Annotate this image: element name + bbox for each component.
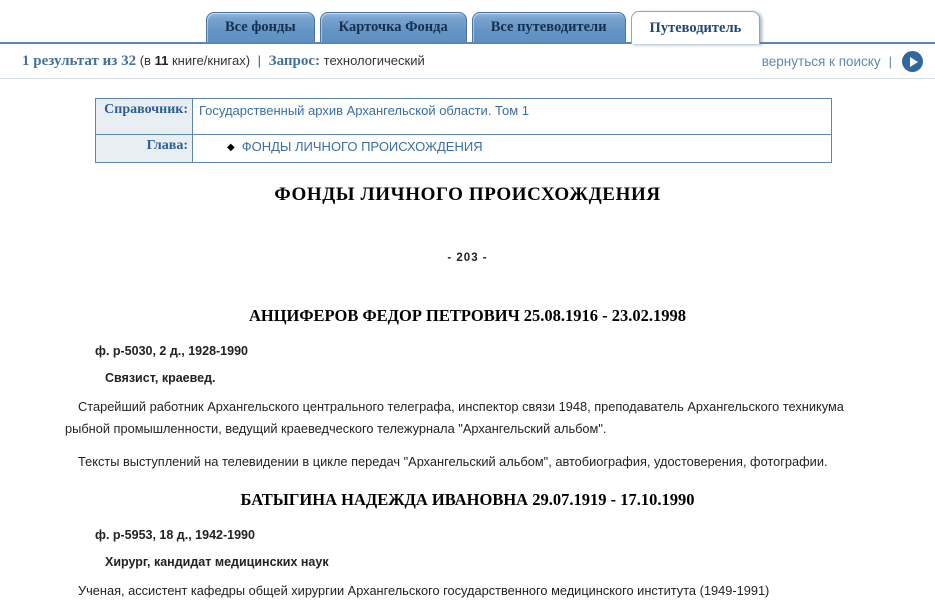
play-circle-icon <box>910 57 918 67</box>
results-actions <box>762 51 923 72</box>
tab-label: Все фонды <box>225 19 296 35</box>
document-title: ФОНДЫ ЛИЧНОГО ПРОИСХОЖДЕНИЯ <box>274 184 661 205</box>
fond-reference: ф. р-5953, 18 д., 1942-1990 <box>95 528 255 542</box>
tab-label: Карточка Фонда <box>338 19 448 35</box>
page-number: - 203 - <box>447 252 488 264</box>
back-to-search-link[interactable]: вернуться к поиску <box>761 54 881 69</box>
entry-occupation: Хирург, кандидат медицинских наук <box>105 555 329 569</box>
table-row <box>96 99 832 135</box>
tab-label: Все путеводители <box>490 19 607 35</box>
books-suffix: книге/книгах) <box>171 53 251 68</box>
results-bar <box>0 44 935 79</box>
entry-occupation: Связист, краевед. <box>105 371 216 385</box>
query-value: технологический <box>323 53 425 68</box>
fond-reference: ф. р-5030, 2 д., 1928-1990 <box>95 344 248 358</box>
chapter-link[interactable]: ФОНДЫ ЛИЧНОГО ПРОИСХОЖДЕНИЯ <box>241 139 483 154</box>
reference-link[interactable]: Государственный архив Архангельской области. Том 1 <box>199 103 529 118</box>
tab-bar <box>0 0 935 44</box>
entry-paragraph: Старейший работник Архангельского центрального телеграфа, инспектор связи 1948, преподаватель Архангельского техникума рыбной промышленности, ведущий краеведческого тележурнала "Архангельский альбом". <box>65 399 844 436</box>
tab-fond-card[interactable] <box>320 12 467 42</box>
document-content <box>0 184 935 602</box>
reference-value-cell <box>193 99 832 135</box>
entry-heading: БАТЫГИНА НАДЕЖДА ИВАНОВНА 29.07.1919 - 17.10.1990 <box>240 490 695 509</box>
tab-label: Путеводитель <box>649 19 742 36</box>
tab-all-fonds[interactable] <box>206 12 315 42</box>
separator: | <box>888 54 892 69</box>
chapter-label: Глава: <box>96 135 193 163</box>
tab-all-guides[interactable] <box>472 12 626 42</box>
table-row <box>96 135 832 163</box>
reference-label: Справочник: <box>96 99 193 135</box>
reference-table <box>95 98 832 163</box>
query-label: Запрос: <box>268 53 321 69</box>
books-count: 11 <box>154 53 169 68</box>
tab-guide-active[interactable] <box>631 11 761 44</box>
results-count: 1 результат из 32 <box>22 53 137 69</box>
entry-heading: АНЦИФЕРОВ ФЕДОР ПЕТРОВИЧ 25.08.1916 - 23.02.1998 <box>248 306 687 325</box>
books-prefix: (в <box>139 53 151 68</box>
results-summary <box>22 53 425 70</box>
entry-paragraph: Ученая, ассистент кафедры общей хирургии Архангельского государственного медицинского института (1949-1991) <box>78 583 770 598</box>
separator: | <box>257 53 262 68</box>
chapter-value-cell <box>193 135 832 163</box>
diamond-bullet-icon: ◆ <box>227 142 235 153</box>
next-page-button[interactable] <box>902 51 923 72</box>
entry-paragraph: Тексты выступлений на телевидении в цикле передач "Архангельский альбом", автобиография, удостоверения, фотографии. <box>78 454 828 469</box>
tabs-container <box>206 0 935 42</box>
